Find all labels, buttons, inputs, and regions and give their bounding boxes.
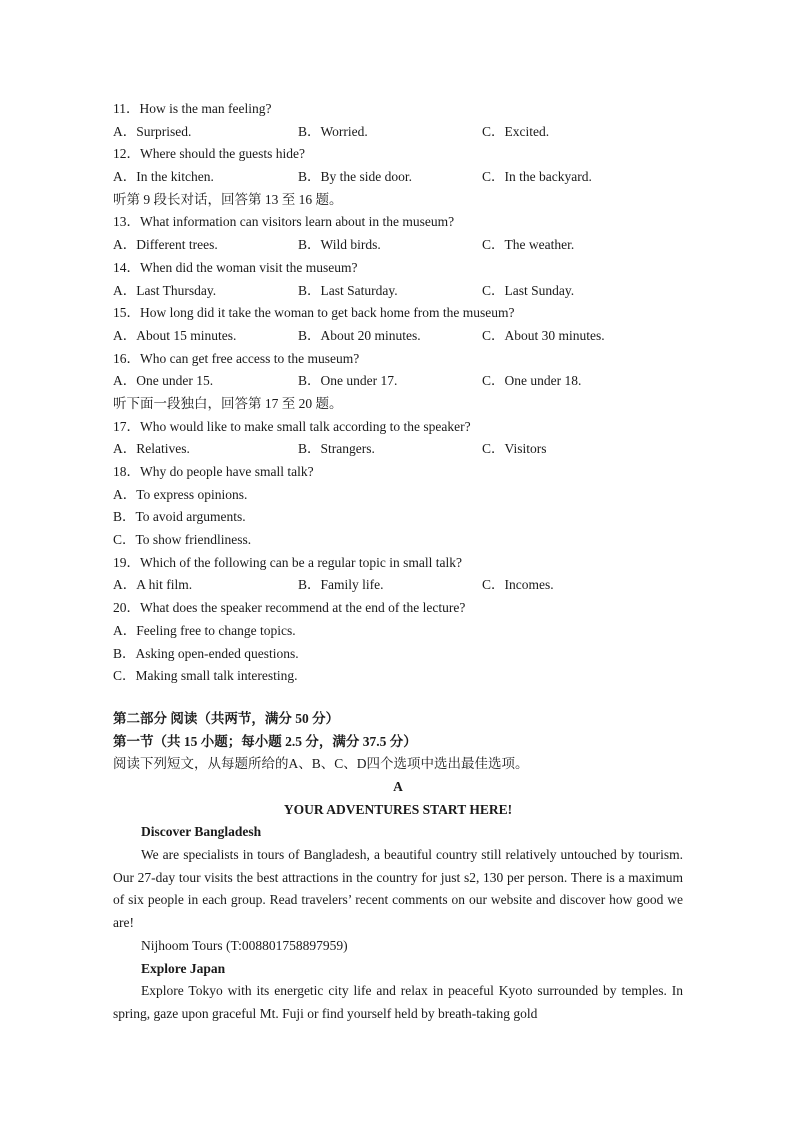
ad-heading-japan: Explore Japan bbox=[141, 960, 226, 976]
question-20-stem: 20．What does the speaker recommend at the end of the lecture? bbox=[113, 600, 466, 616]
question-15-options bbox=[113, 325, 683, 348]
option-c: C．One under 18. bbox=[482, 373, 582, 389]
option-a: A．Relatives. bbox=[113, 441, 190, 457]
question-19-stem: 19．Which of the following can be a regular topic in small talk? bbox=[113, 554, 463, 570]
option-b: B．One under 17. bbox=[298, 373, 398, 389]
option-a: A．In the kitchen. bbox=[113, 169, 214, 185]
option-b: B．About 20 minutes. bbox=[298, 327, 421, 343]
option-b: B．Wild birds. bbox=[298, 237, 381, 253]
question-14-stem: 14．When did the woman visit the museum? bbox=[113, 259, 358, 275]
option-c: C．In the backyard. bbox=[482, 169, 592, 185]
option-b: B．Asking open-ended questions. bbox=[113, 645, 299, 661]
option-a: A．Feeling free to change topics. bbox=[113, 622, 296, 638]
section-title: 第一节（共 15 小题；每小题 2.5 分，满分 37.5 分） bbox=[113, 733, 417, 749]
option-c: C．To show friendliness. bbox=[113, 532, 252, 548]
option-a: A．Different trees. bbox=[113, 237, 218, 253]
option-a: A．About 15 minutes. bbox=[113, 327, 237, 343]
option-b: B．Worried. bbox=[298, 123, 368, 139]
option-b: B．Family life. bbox=[298, 577, 384, 593]
question-11-options bbox=[113, 121, 683, 144]
question-19-options bbox=[113, 574, 683, 597]
option-a: A．To express opinions. bbox=[113, 486, 248, 502]
question-16-options bbox=[113, 370, 683, 393]
reading-instruction: 阅读下列短文，从每题所给的A、B、C、D四个选项中选出最佳选项。 bbox=[113, 756, 529, 772]
option-b: B．To avoid arguments. bbox=[113, 509, 246, 525]
option-a: A．Last Thursday. bbox=[113, 282, 217, 298]
ad-text-bangladesh: We are specialists in tours of Bangladesh, a beautiful country still relatively untouched by tourism. Our 27-day tour visits the best attractions in the country for just s2, 130 per person. There is a maximum of six people in each group. Read travelers’ recent comments on our website and discover how good we are! bbox=[113, 847, 683, 931]
option-c: C．Excited. bbox=[482, 123, 550, 139]
passage-title: YOUR ADVENTURES START HERE! bbox=[283, 801, 513, 817]
option-b: B．Last Saturday. bbox=[298, 282, 398, 298]
option-c: C．The weather. bbox=[482, 237, 575, 253]
section-instruction: 听下面一段独白，回答第 17 至 20 题。 bbox=[113, 395, 343, 411]
question-15-stem: 15．How long did it take the woman to get back home from the museum? bbox=[113, 305, 515, 321]
question-14-options bbox=[113, 280, 683, 303]
option-b: B．Strangers. bbox=[298, 441, 375, 457]
section-instruction: 听第 9 段长对话，回答第 13 至 16 题。 bbox=[113, 191, 343, 207]
option-c: C．About 30 minutes. bbox=[482, 327, 605, 343]
ad-heading-bangladesh: Discover Bangladesh bbox=[141, 824, 262, 840]
option-c: C．Visitors bbox=[482, 441, 547, 457]
passage-letter: A bbox=[393, 778, 403, 794]
question-13-options bbox=[113, 234, 683, 257]
question-17-stem: 17．Who would like to make small talk according to the speaker? bbox=[113, 418, 471, 434]
option-a: A．A hit film. bbox=[113, 577, 193, 593]
question-16-stem: 16．Who can get free access to the museum? bbox=[113, 350, 360, 366]
option-a: A．One under 15. bbox=[113, 373, 214, 389]
question-17-options bbox=[113, 438, 683, 461]
question-11-stem: 11．How is the man feeling? bbox=[113, 101, 272, 116]
question-12-options bbox=[113, 166, 683, 189]
option-a: A．Surprised. bbox=[113, 123, 192, 139]
ad-text-japan: Explore Tokyo with its energetic city life and relax in peaceful Kyoto surrounded by temples. In spring, gaze upon graceful Mt. Fuji or find yourself held by breath-taking gold bbox=[113, 983, 683, 1021]
question-13-stem: 13．What information can visitors learn about in the museum? bbox=[113, 214, 455, 230]
ad-contact-bangladesh: Nijhoom Tours (T:008801758897959) bbox=[141, 937, 348, 953]
part-title: 第二部分 阅读（共两节，满分 50 分） bbox=[113, 710, 340, 726]
question-18-stem: 18．Why do people have small talk? bbox=[113, 464, 314, 479]
option-c: C．Last Sunday. bbox=[482, 282, 575, 298]
option-c: C．Making small talk interesting. bbox=[113, 668, 298, 684]
question-12-stem: 12．Where should the guests hide? bbox=[113, 146, 305, 162]
exam-page bbox=[113, 98, 683, 1026]
option-c: C．Incomes. bbox=[482, 577, 554, 593]
option-b: B．By the side door. bbox=[298, 169, 412, 185]
